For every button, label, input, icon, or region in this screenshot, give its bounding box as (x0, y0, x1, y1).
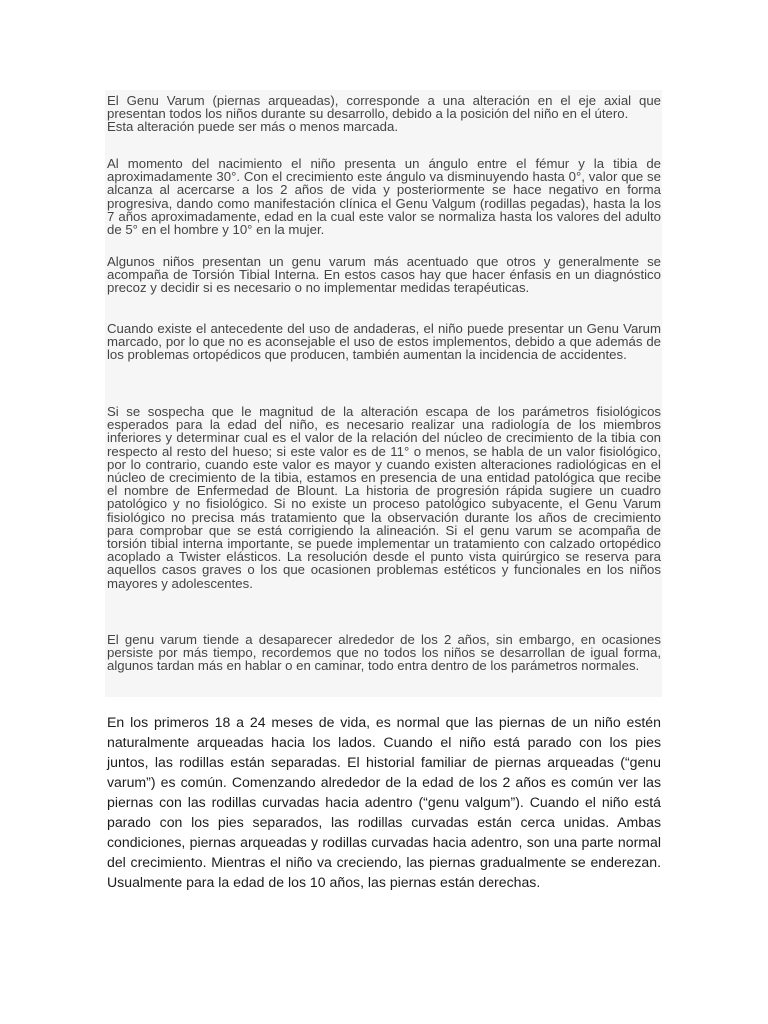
paragraph-walkers (107, 322, 661, 362)
paragraph-genu-varum-intro (107, 94, 661, 134)
paragraph-radiology (107, 405, 661, 590)
paragraph-tibial-torsion (107, 255, 661, 295)
paragraph-text: En los primeros 18 a 24 meses de vida, es normal que las piernas de un niño estén naturalmente arqueadas hacia los lados. Cuando el niño está parado con los pies juntos, las rodillas están separadas. El historial familiar de piernas arqueadas (“genu varum”) es común. Comenzando alrededor de la edad de los 2 años es común ver las piernas con las rodillas curvadas hacia adentro (“genu valgum”). Cuando el niño está parado con los pies separados, las rodillas curvadas están cerca unidas. Ambas condiciones, piernas arqueadas y rodillas curvadas hacia adentro, son una parte normal del crecimiento. Mientras el niño va creciendo, las piernas gradualmente se enderezan. Usualmente para la edad de los 10 años, las piernas están derechas. (107, 714, 661, 890)
paragraph-text: Si se sospecha que le magnitud de la alteración escapa de los parámetros fisiológicos esperados para la edad del niño, es necesario realizar una radiología de los miembros inferiores y determinar cual es el valor de la relación del núcleo de crecimiento de la tibia con respecto al resto del hueso; si este valor es de 11° o menos, se habla de un valor fisiológico, por lo contrario, cuando este valor es mayor y cuando existen alteraciones radiológicas en el núcleo de crecimiento de la tibia, estamos en presencia de una entidad patológica que recibe el nombre de Enfermedad de Blount. La historia de progresión rápida sugiere un cuadro patológico y no fisiológico. Si no existe un proceso patológico subyacente, el Genu Varum fisiológico no precisa más tratamiento que la observación durante los años de crecimiento para comprobar que se está corrigiendo la alineación. Si el genu varum se acompaña de torsión tibial interna importante, se puede implementar un tratamiento con calzado ortopédico acoplado a Twister elásticos. La resolución desde el punto vista quirúrgico se reserva para aquellos casos graves o los que ocasionen problemas estéticos y funcionales en los niños mayores y adolescentes. (107, 404, 661, 591)
paragraph-normal-development (107, 712, 661, 892)
paragraph-birth-angle (107, 157, 661, 236)
paragraph-text: Al momento del nacimiento el niño presenta un ángulo entre el fémur y la tibia de aproximadamente 30°. Con el crecimiento este ángulo va disminuyendo hasta 0°, valor que se alcanza al acercarse a los 2 años de vida y posteriormente se hace negativo en forma progresiva, dando como manifestación clínica el Genu Valgum (rodillas pegadas), hasta la los 7 años aproximadamente, edad en la cual este valor se normaliza hasta los valores del adulto de 5° en el hombre y 10° en la mujer. (107, 156, 661, 238)
paragraph-text: El Genu Varum (piernas arqueadas), corresponde a una alteración en el eje axial que presentan todos los niños durante su desarrollo, debido a la posición del niño en el útero. Esta alteración puede ser más o menos marcada. (107, 93, 661, 135)
paragraph-text: El genu varum tiende a desaparecer alrededor de los 2 años, sin embargo, en ocasiones persiste por más tiempo, recordemos que no todos los niños se desarrollan de igual forma, algunos tardan más en hablar o en caminar, todo entra dentro de los parámetros normales. (107, 632, 661, 674)
paragraph-text: Algunos niños presentan un genu varum más acentuado que otros y generalmente se acompaña de Torsión Tibial Interna. En estos casos hay que hacer énfasis en un diagnóstico precoz y decidir si es necesario o no implementar medidas terapéuticas. (107, 254, 661, 296)
paragraph-disappears (107, 633, 661, 673)
paragraph-text: Cuando existe el antecedente del uso de andaderas, el niño puede presentar un Genu Varum marcado, por lo que no es aconsejable el uso de estos implementos, debido a que además de los problemas ortopédicos que producen, también aumentan la incidencia de accidentes. (107, 321, 661, 363)
